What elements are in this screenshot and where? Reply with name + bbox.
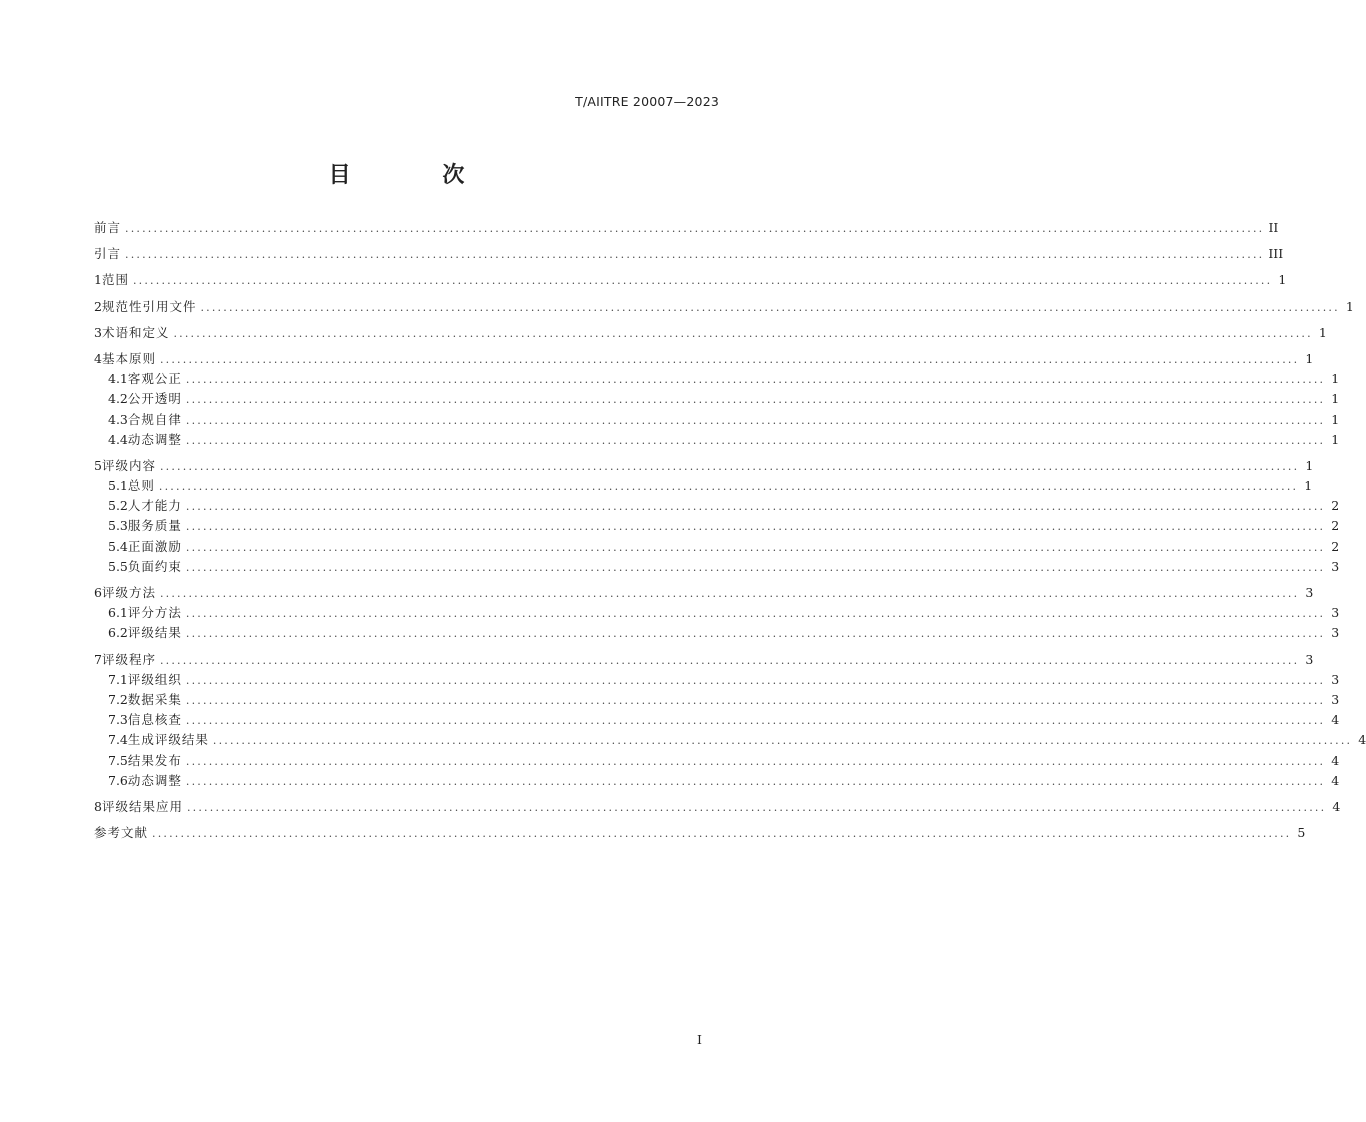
toc-entry[interactable] [94,537,1340,557]
toc-dot-leader: ........................................................................................................................................................................................................ [185,520,1326,534]
toc-entry[interactable] [94,603,1340,623]
toc-entry-page: 1 [1304,478,1313,494]
toc-entry-label: 动态调整 [127,431,182,447]
toc-dot-leader: ........................................................................................................................................................................................................ [185,627,1326,641]
toc-dot-leader: ........................................................................................................................................................................................................ [125,248,1265,262]
standard-code: T/AIITRE 20007—2023 [575,94,719,109]
toc-entry-label: 信息核查 [127,712,182,728]
toc-entry[interactable] [94,797,1341,817]
table-of-contents [94,218,1366,843]
toc-entry-number: 7.5 [108,752,128,768]
toc-entry-label: 正面激励 [127,538,182,554]
toc-entry[interactable] [94,476,1313,496]
toc-entry-page: 3 [1331,671,1340,687]
toc-entry-number: 5.5 [108,558,128,574]
toc-entry-number: 7.6 [108,772,128,788]
footer-page-number: I [697,1032,702,1047]
toc-entry[interactable] [94,244,1284,264]
toc-entry-label: 评级程序 [101,651,156,667]
toc-entry[interactable] [94,730,1366,750]
toc-dot-leader: ........................................................................................................................................................................................................ [186,800,1327,814]
toc-entry-label: 负面约束 [127,558,182,574]
toc-entry-page: 4 [1332,798,1341,814]
toc-entry-label: 合规自律 [127,411,182,427]
toc-entry-label: 结果发布 [127,752,182,768]
toc-entry-page: 3 [1331,558,1340,574]
toc-entry-number: 7 [94,651,102,667]
toc-entry[interactable] [94,410,1340,430]
toc-dot-leader: ........................................................................................................................................................................................................ [185,693,1326,707]
toc-entry-number: 7.2 [108,691,128,707]
toc-entry-label: 动态调整 [127,772,182,788]
toc-entry-number: 2 [94,298,102,314]
toc-entry-page: 1 [1331,391,1340,407]
toc-entry-page: 4 [1331,712,1340,728]
toc-entry-page: 1 [1305,457,1314,473]
toc-dot-leader: ........................................................................................................................................................................................................ [159,352,1300,366]
toc-entry-page: 4 [1358,732,1366,748]
toc-entry-number: 5 [94,457,102,473]
toc-entry[interactable] [94,557,1340,577]
toc-entry-label: 数据采集 [127,691,182,707]
toc-entry-label: 总则 [127,478,155,494]
toc-entry-number: 4.1 [108,371,128,387]
toc-dot-leader: ........................................................................................................................................................................................................ [185,413,1326,427]
toc-dot-leader: ........................................................................................................................................................................................................ [185,607,1326,621]
toc-entry-number: 5.1 [108,478,128,494]
toc-entry-page: 2 [1331,498,1340,514]
toc-entry-page: 3 [1331,625,1340,641]
toc-entry[interactable] [94,823,1306,843]
toc-entry[interactable] [94,583,1314,603]
toc-dot-leader: ........................................................................................................................................................................................................ [185,373,1326,387]
toc-dot-leader: ........................................................................................................................................................................................................ [200,300,1340,314]
toc-dot-leader: ........................................................................................................................................................................................................ [152,827,1292,841]
toc-entry[interactable] [94,270,1287,290]
toc-dot-leader: ........................................................................................................................................................................................................ [173,326,1313,340]
toc-entry-label: 公开透明 [127,391,182,407]
toc-entry[interactable] [94,516,1340,536]
toc-entry[interactable] [94,690,1340,710]
toc-entry-page: 2 [1331,518,1340,534]
toc-entry-label: 引言 [94,246,122,262]
toc-entry-page: III [1268,246,1284,262]
toc-entry-number: 7.3 [108,712,128,728]
toc-dot-leader: ........................................................................................................................................................................................................ [185,540,1326,554]
toc-entry-number: 8 [94,798,102,814]
toc-entry-label: 人才能力 [127,498,182,514]
toc-entry-page: 1 [1278,272,1287,288]
toc-entry-number: 4.3 [108,411,128,427]
toc-entry-label: 范围 [101,272,129,288]
toc-entry[interactable] [94,751,1340,771]
toc-entry[interactable] [94,456,1314,476]
toc-entry-number: 7.4 [108,732,128,748]
toc-entry[interactable] [94,771,1340,791]
toc-entry-number: 1 [94,272,102,288]
toc-entry[interactable] [94,623,1340,643]
toc-entry-label: 前言 [94,220,122,235]
toc-entry[interactable] [94,349,1314,369]
toc-entry-label: 参考文献 [94,825,149,841]
toc-entry[interactable] [94,496,1340,516]
toc-entry-page: 1 [1305,350,1314,366]
toc-dot-leader: ........................................................................................................................................................................................................ [185,673,1326,687]
toc-entry-page: 3 [1331,605,1340,621]
toc-entry-page: II [1268,220,1279,235]
toc-entry-page: 5 [1297,825,1306,841]
toc-dot-leader: ........................................................................................................................................................................................................ [185,774,1326,788]
toc-entry-label: 评级结果 [127,625,182,641]
toc-entry-page: 1 [1345,298,1354,314]
toc-entry-number: 6 [94,585,102,600]
toc-entry-label: 评级内容 [101,457,156,473]
toc-entry-page: 2 [1331,538,1340,554]
toc-entry[interactable] [94,710,1340,730]
toc-entry-page: 3 [1331,691,1340,707]
toc-dot-leader: ........................................................................................................................................................................................................ [132,274,1273,288]
toc-entry-label: 评分方法 [127,605,182,621]
toc-entry-number: 6.2 [108,625,128,641]
toc-dot-leader: ........................................................................................................................................................................................................ [185,433,1326,447]
toc-entry-page: 1 [1331,431,1340,447]
toc-entry-number: 7.1 [108,671,128,687]
toc-entry[interactable] [94,430,1340,450]
toc-entry-label: 术语和定义 [101,324,170,340]
toc-dot-leader: ........................................................................................................................................................................................................ [185,714,1326,728]
toc-dot-leader: ........................................................................................................................................................................................................ [185,754,1326,768]
toc-dot-leader: ........................................................................................................................................................................................................ [159,587,1300,600]
toc-entry-number: 3 [94,324,102,340]
toc-entry-page: 3 [1305,585,1314,600]
toc-dot-leader: ........................................................................................................................................................................................................ [125,222,1265,235]
toc-dot-leader: ........................................................................................................................................................................................................ [185,560,1326,574]
toc-entry-number: 5.3 [108,518,128,534]
toc-entry-label: 基本原则 [101,350,156,366]
toc-entry-label: 评级组织 [127,671,182,687]
toc-entry-page: 4 [1331,772,1340,788]
toc-dot-leader: ........................................................................................................................................................................................................ [185,500,1326,514]
toc-entry-number: 4.2 [108,391,128,407]
toc-entry[interactable] [94,218,1279,238]
toc-entry-page: 4 [1331,752,1340,768]
page-title: 目 次 [328,163,507,188]
toc-dot-leader: ........................................................................................................................................................................................................ [159,653,1300,667]
toc-entry-page: 3 [1305,651,1314,667]
toc-entry-label: 生成评级结果 [127,732,209,748]
toc-entry-page: 1 [1331,371,1340,387]
toc-entry-number: 6.1 [108,605,128,621]
toc-entry[interactable] [94,670,1340,690]
toc-entry-page: 1 [1318,324,1327,340]
toc-dot-leader: ........................................................................................................................................................................................................ [158,480,1299,494]
toc-entry[interactable] [94,297,1354,317]
toc-entry-number: 4.4 [108,431,128,447]
toc-entry-page: 1 [1331,411,1340,427]
toc-entry-label: 规范性引用文件 [101,298,197,314]
toc-entry[interactable] [94,323,1327,343]
toc-dot-leader: ........................................................................................................................................................................................................ [185,393,1326,407]
toc-entry-label: 评级方法 [101,585,156,600]
toc-entry-number: 5.4 [108,538,128,554]
toc-entry-label: 评级结果应用 [101,798,183,814]
toc-entry-number: 5.2 [108,498,128,514]
toc-entry[interactable] [94,389,1340,409]
toc-entry-label: 客观公正 [127,371,182,387]
toc-entry-number: 4 [94,350,102,366]
toc-entry[interactable] [94,650,1314,670]
toc-entry[interactable] [94,369,1340,389]
toc-entry-label: 服务质量 [127,518,182,534]
toc-dot-leader: ........................................................................................................................................................................................................ [159,459,1300,473]
toc-dot-leader: ........................................................................................................................................................................................................ [212,734,1353,748]
